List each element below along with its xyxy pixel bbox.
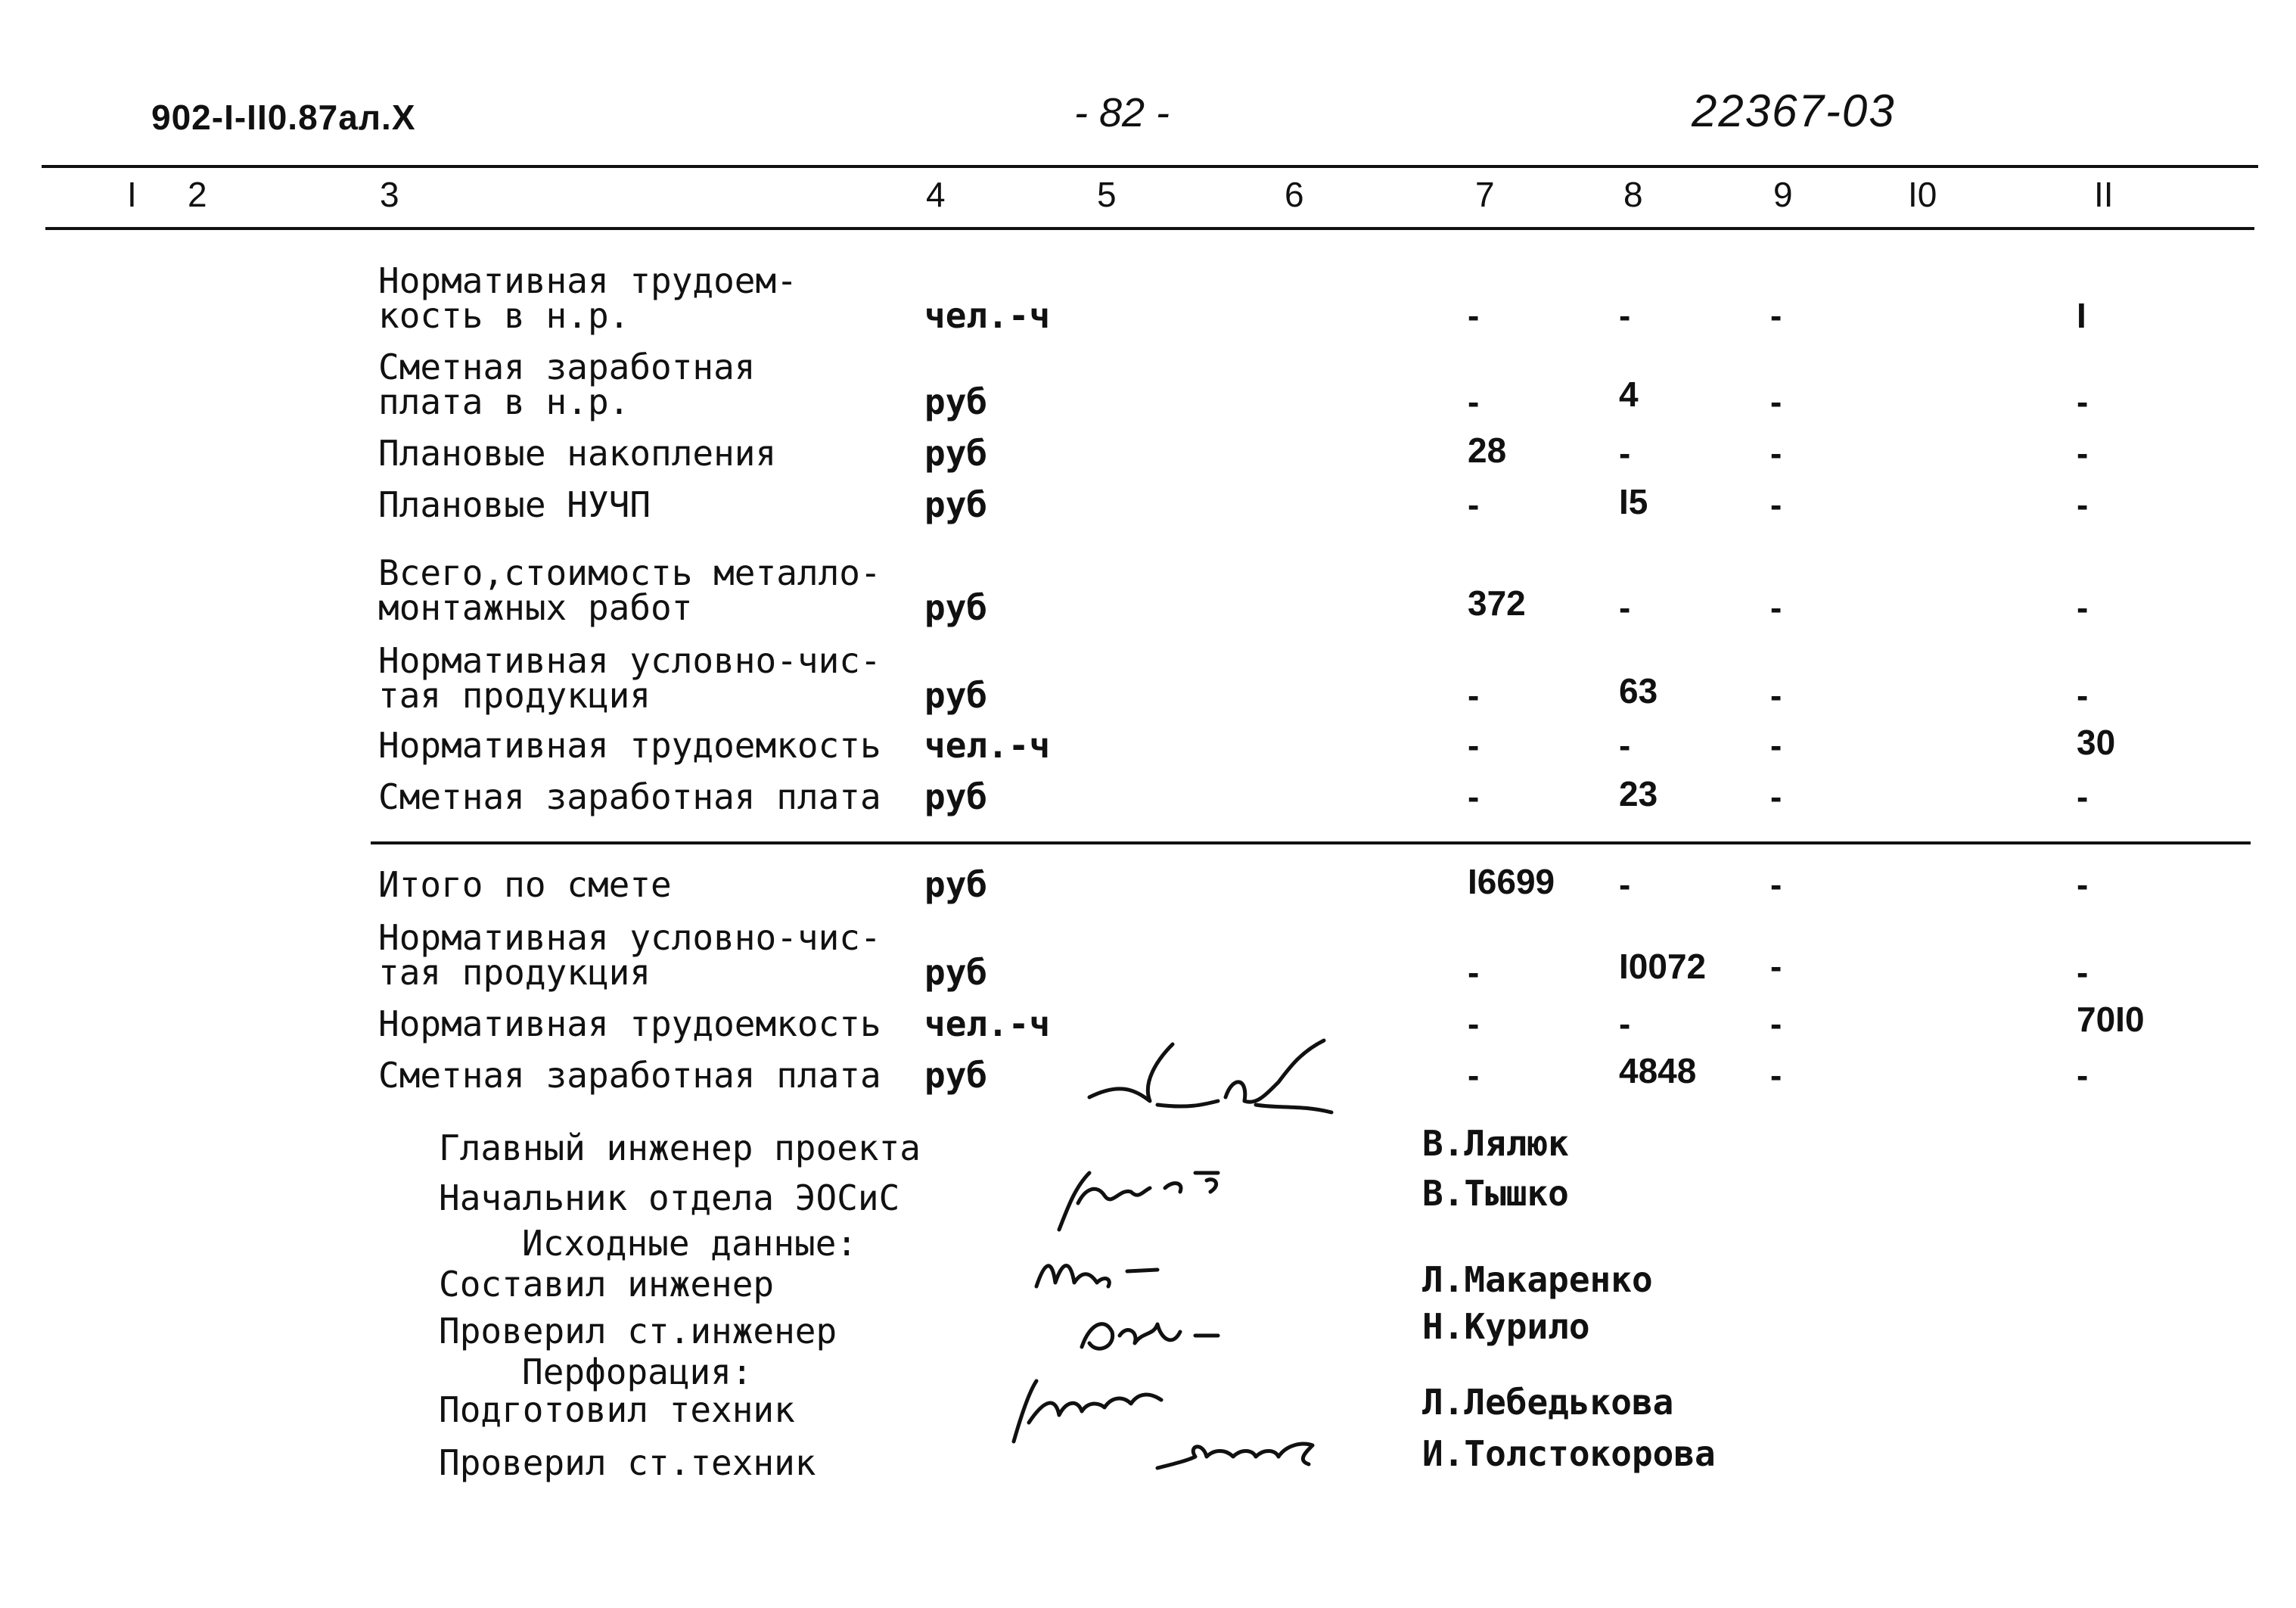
row-unit: чел.-ч [924, 1003, 1051, 1044]
signature-checked-senior-eng [1067, 1302, 1248, 1370]
row-label: Нормативная трудоем- кость в н.р. [378, 260, 797, 336]
row-col11: - [2077, 1056, 2089, 1095]
row-col9: - [1770, 947, 1782, 986]
col-9: 9 [1773, 175, 1793, 214]
row-label: Сметная заработная плата [378, 1055, 881, 1096]
row-col8: - [1619, 588, 1631, 627]
sig-title-compiled: Составил инженер [439, 1264, 775, 1305]
row-unit: руб [924, 776, 988, 817]
row-unit: руб [924, 675, 988, 716]
header-rule [45, 227, 2254, 230]
row-col8: 23 [1619, 774, 1658, 813]
row-col7: - [1468, 296, 1480, 335]
row-col7: - [1468, 382, 1480, 421]
row-col7: - [1468, 1056, 1480, 1095]
row-unit: руб [924, 952, 988, 993]
row-unit: руб [924, 433, 988, 474]
row-unit: руб [924, 484, 988, 525]
row-unit: чел.-ч [924, 725, 1051, 766]
row-col8: 4848 [1619, 1051, 1697, 1090]
row-label: Плановые накопления [378, 433, 777, 474]
col-2: 2 [188, 175, 207, 214]
page-number: - 82 - [1074, 90, 1170, 135]
row-col9: - [1770, 865, 1782, 904]
row-label: Нормативная трудоемкость [378, 1003, 881, 1044]
col-10: I0 [1908, 175, 1937, 214]
sig-name-compiled: Л.Макаренко [1422, 1259, 1653, 1300]
row-col8: - [1619, 1004, 1631, 1043]
row-label: Итого по смете [378, 864, 672, 905]
sig-name-prepared-tech: Л.Лебедькова [1422, 1382, 1674, 1423]
row-col11: - [2077, 434, 2089, 473]
col-11: II [2094, 175, 2114, 214]
row-col8: - [1619, 296, 1631, 335]
col-3: 3 [380, 175, 399, 214]
row-col11: - [2077, 588, 2089, 627]
row-col9: - [1770, 726, 1782, 765]
row-col7: - [1468, 777, 1480, 816]
row-col8: I0072 [1619, 947, 1707, 986]
row-unit: чел.-ч [924, 295, 1051, 336]
col-5: 5 [1097, 175, 1117, 214]
row-col8: - [1619, 726, 1631, 765]
signature-chief-engineer [1074, 1037, 1362, 1143]
row-label: Всего,стоимость металло- монтажных работ [378, 552, 881, 628]
row-label: Плановые НУЧП [378, 484, 651, 525]
signature-dept-head [1044, 1158, 1271, 1241]
row-col9: - [1770, 485, 1782, 524]
row-col7: - [1468, 726, 1480, 765]
row-unit: руб [924, 864, 988, 905]
row-col9: - [1770, 588, 1782, 627]
row-col11: - [2077, 382, 2089, 421]
row-col9: - [1770, 382, 1782, 421]
row-col11: - [2077, 676, 2089, 715]
row-col8: - [1619, 865, 1631, 904]
sig-title-chief-engineer: Главный инженер проекта [439, 1127, 921, 1168]
row-col7: 372 [1468, 583, 1526, 623]
row-label: Нормативная условно-чис- тая продукция [378, 640, 881, 716]
row-col9: - [1770, 777, 1782, 816]
row-col11: - [2077, 777, 2089, 816]
row-unit: руб [924, 587, 988, 628]
document-code: 902-I-II0.87ал.X [151, 98, 416, 137]
row-col9: - [1770, 296, 1782, 335]
row-col7: I6699 [1468, 862, 1555, 901]
row-col8: 63 [1619, 671, 1658, 711]
row-col7: - [1468, 1004, 1480, 1043]
document-number: 22367-03 [1692, 86, 1896, 136]
row-label: Нормативная трудоемкость [378, 725, 881, 766]
col-8: 8 [1623, 175, 1643, 214]
row-col11: - [2077, 485, 2089, 524]
sig-title-dept-head: Начальник отдела ЭОСиС [439, 1177, 900, 1218]
row-col8: 4 [1619, 375, 1639, 414]
row-col8: I5 [1619, 482, 1648, 521]
signature-compiled [1029, 1241, 1195, 1302]
perforation-heading: Перфорация: [522, 1351, 753, 1392]
row-label: Сметная заработная плата в н.р. [378, 347, 756, 422]
row-col11: 30 [2077, 723, 2116, 762]
row-col7: - [1468, 676, 1480, 715]
sig-name-checked-senior-tech: И.Толстокорова [1422, 1433, 1716, 1474]
source-data-heading: Исходные данные: [522, 1223, 858, 1264]
row-col11: - [2077, 953, 2089, 992]
sig-title-checked-senior-tech: Проверил ст.техник [439, 1442, 816, 1483]
row-col11: - [2077, 865, 2089, 904]
sig-title-prepared-tech: Подготовил техник [439, 1389, 795, 1430]
row-col11: I [2077, 296, 2086, 335]
row-label: Нормативная условно-чис- тая продукция [378, 917, 881, 993]
row-col9: - [1770, 1056, 1782, 1095]
row-col7: - [1468, 485, 1480, 524]
col-7: 7 [1475, 175, 1495, 214]
row-col9: - [1770, 434, 1782, 473]
row-col9: - [1770, 1004, 1782, 1043]
sig-name-dept-head: В.Тышко [1422, 1173, 1569, 1214]
top-rule [42, 165, 2258, 168]
row-col8: - [1619, 434, 1631, 473]
row-col11: 70I0 [2077, 1000, 2145, 1039]
row-col7: 28 [1468, 431, 1507, 470]
sig-title-checked-senior-eng: Проверил ст.инженер [439, 1311, 837, 1351]
row-col7: - [1468, 953, 1480, 992]
row-unit: руб [924, 381, 988, 422]
col-1: I [127, 175, 137, 214]
sig-name-chief-engineer: В.Лялюк [1422, 1123, 1569, 1164]
sig-name-checked-senior-eng: Н.Курило [1422, 1306, 1590, 1347]
signature-checked-senior-tech [1150, 1423, 1347, 1491]
col-4: 4 [926, 175, 946, 214]
totals-rule [371, 841, 2251, 844]
row-col9: - [1770, 676, 1782, 715]
col-6: 6 [1285, 175, 1304, 214]
row-label: Сметная заработная плата [378, 776, 881, 817]
row-unit: руб [924, 1055, 988, 1096]
